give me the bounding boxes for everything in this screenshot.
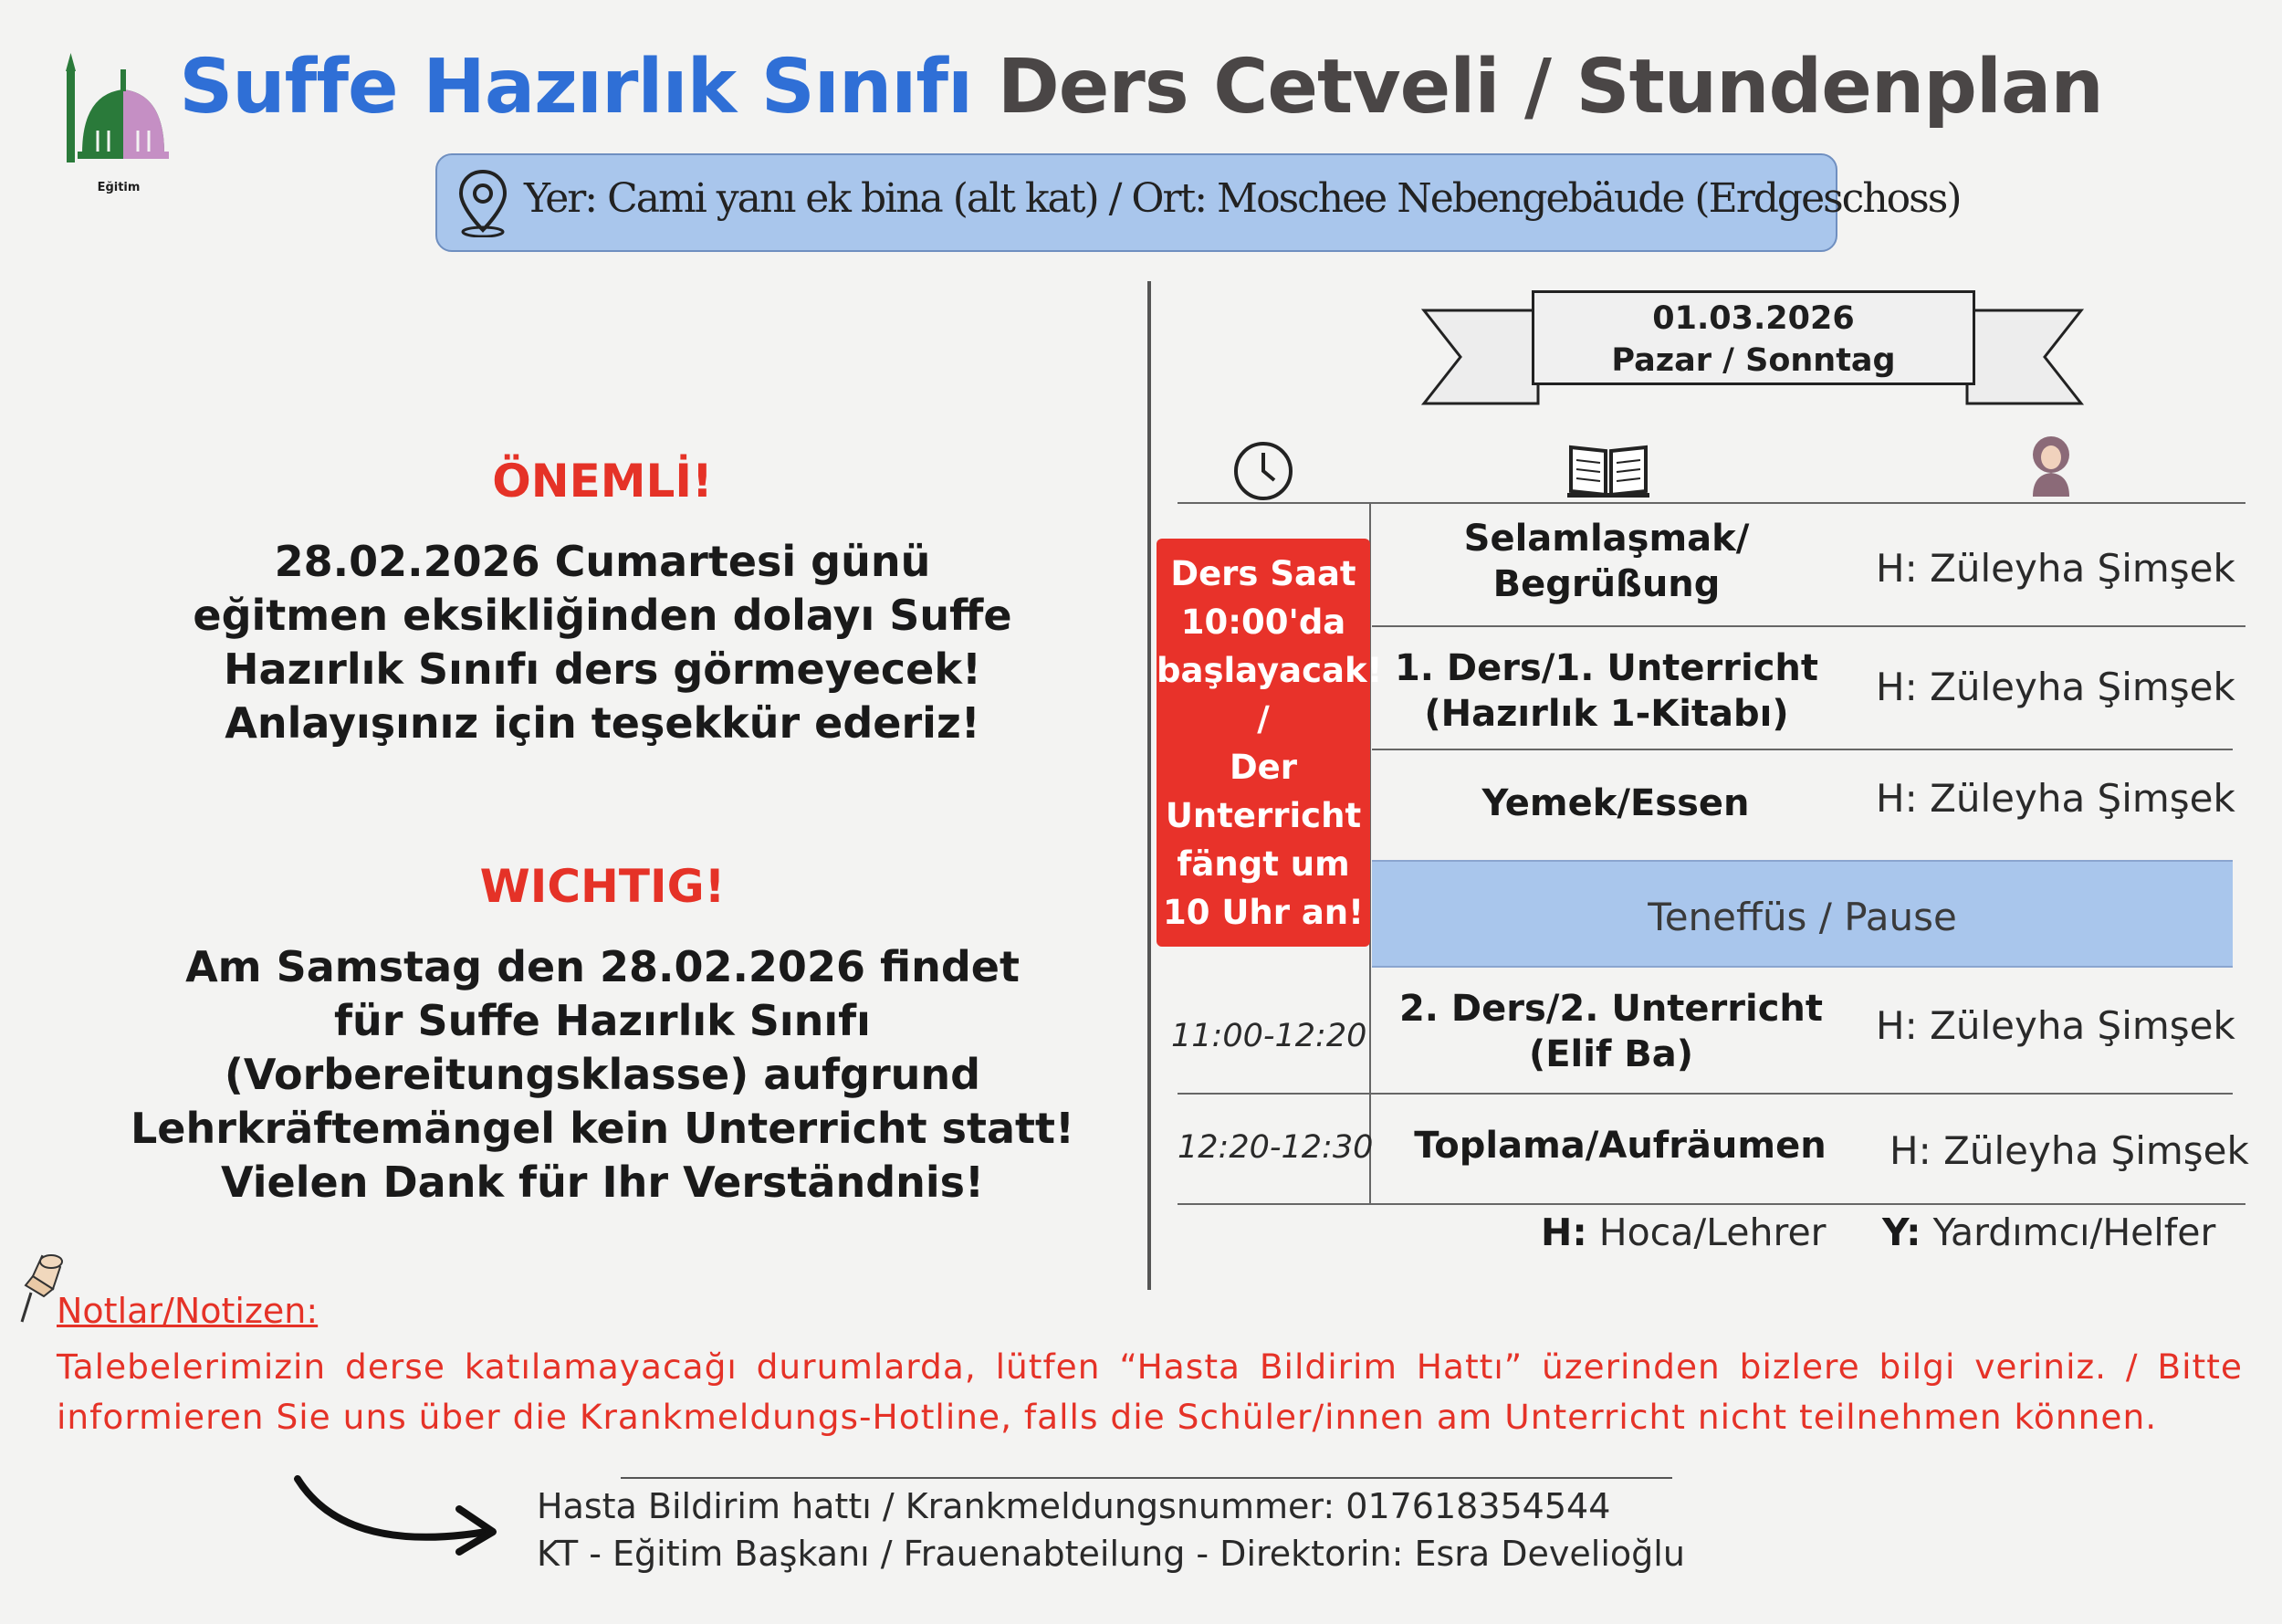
table-line — [1178, 1093, 2233, 1095]
table-row-teacher: H: Züleyha Şimşek — [1876, 546, 2235, 591]
table-row-teacher: H: Züleyha Şimşek — [1876, 665, 2235, 709]
notice-tr-line: eğitmen eksikliğinden dolayı Suffe — [193, 591, 1012, 640]
table-line — [1178, 1203, 2245, 1205]
table-row-teacher: H: Züleyha Şimşek — [1889, 1128, 2249, 1173]
start-notice-line: fängt um — [1177, 844, 1350, 884]
pause-row — [1372, 860, 2233, 968]
table-line — [1372, 749, 2233, 750]
table-line — [1372, 625, 2245, 627]
curved-arrow-icon — [290, 1468, 509, 1568]
divider — [1147, 281, 1151, 1290]
notice-tr-line: Anlayışınız için teşekkür ederiz! — [225, 698, 980, 748]
teacher-icon — [2028, 431, 2074, 500]
location-text: Yer: Cami yanı ek bina (alt kat) / Ort: Moschee Nebengebäude (Erdgeschoss) — [524, 175, 1961, 222]
table-row-subject — [1374, 986, 1848, 1077]
subject-line: 1. Ders/1. Unterricht — [1394, 647, 1819, 689]
table-row-subject — [1374, 516, 1839, 607]
start-time-notice — [1157, 539, 1383, 947]
notice-de-line: Vielen Dank für Ihr Verständnis! — [220, 1158, 985, 1207]
subject-line: (Elif Ba) — [1528, 1033, 1694, 1075]
notes-body: Talebelerimizin derse katılamayacağı durumlarda, lütfen “Hasta Bildirim Hattı” üzerinden bizlere bilgi veriniz. / Bitte informieren Sie uns über die Krankmeldungs-Hotline, falls die Schüler/innen am Unterricht nicht teilnehmen können. — [57, 1346, 2243, 1437]
pause-label: Teneffüs / Pause — [1648, 895, 1957, 939]
notice-de-line: (Vorbereitungsklasse) aufgrund — [224, 1050, 981, 1099]
table-row-subject — [1374, 645, 1839, 737]
table-row-subject: Yemek/Essen — [1481, 782, 1750, 824]
schedule-date: 01.03.2026 — [1652, 300, 1855, 337]
separator-line — [621, 1477, 1672, 1479]
table-row-subject: Toplama/Aufräumen — [1414, 1125, 1827, 1167]
location-bar — [435, 153, 1961, 252]
legend-value: Yardımcı/Helfer — [1932, 1210, 2216, 1254]
start-notice-line: 10 Uhr an! — [1162, 893, 1365, 932]
notice-de-line: Lehrkräftemängel kein Unterricht statt! — [131, 1104, 1074, 1153]
book-icon — [1565, 438, 1651, 500]
notice-de-heading: WICHTIG! — [479, 860, 726, 913]
start-notice-line: başlayacak! — [1157, 651, 1383, 690]
legend-value: Hoca/Lehrer — [1598, 1210, 1827, 1254]
notice-de-text — [55, 940, 1150, 1210]
title-schedule: Ders Cetveli / Stundenplan — [997, 44, 2103, 131]
table-line — [1178, 502, 2245, 504]
notice-tr-heading: ÖNEMLİ! — [492, 455, 713, 508]
hotline-number[interactable]: 017618354544 — [1345, 1486, 1611, 1526]
title-program: Suffe Hazırlık Sınıfı — [179, 44, 973, 131]
legend-helper — [1882, 1210, 2215, 1254]
start-notice-line: Der — [1229, 748, 1298, 787]
clock-icon — [1232, 440, 1294, 502]
notice-de-line: Am Samstag den 28.02.2026 findet — [185, 942, 1020, 991]
logo-caption: Eğitim — [97, 181, 141, 194]
page-title — [0, 44, 2282, 131]
legend-key: Y: — [1882, 1210, 1921, 1254]
legend-teacher — [1541, 1210, 1827, 1254]
notice-de-line: für Suffe Hazırlık Sınıfı — [334, 996, 871, 1045]
director-info: KT - Eğitim Başkanı / Frauenabteilung - Direktorin: Esra Develioğlu — [537, 1534, 1685, 1574]
start-notice-line: Ders Saat — [1170, 554, 1356, 593]
subject-line: (Hazırlık 1-Kitabı) — [1424, 693, 1789, 735]
table-row-time: 12:20-12:30 — [1178, 1129, 1374, 1166]
notes-title: Notlar/Notizen: — [57, 1291, 319, 1331]
table-row-time: 11:00-12:20 — [1171, 1018, 1367, 1054]
hotline-info — [537, 1486, 1610, 1526]
subject-line: Begrüßung — [1492, 563, 1721, 605]
table-row-teacher: H: Züleyha Şimşek — [1876, 776, 2235, 821]
date-banner — [1532, 290, 1975, 385]
notice-tr-line: Hazırlık Sınıfı ders görmeyecek! — [224, 644, 981, 694]
subject-line: Selamlaşmak/ — [1463, 518, 1750, 560]
hotline-label: Hasta Bildirim hattı / Krankmeldungsnummer: — [537, 1486, 1335, 1526]
subject-line: 2. Ders/2. Unterricht — [1398, 988, 1824, 1030]
notice-tr-line: 28.02.2026 Cumartesi günü — [274, 537, 931, 586]
start-notice-line: Unterricht — [1165, 796, 1362, 835]
legend-key: H: — [1541, 1210, 1587, 1254]
start-notice-line: 10:00'da — [1180, 602, 1346, 642]
schedule-day: Pazar / Sonntag — [1611, 342, 1896, 379]
table-row-teacher: H: Züleyha Şimşek — [1876, 1003, 2235, 1048]
notice-tr-text — [55, 535, 1150, 750]
location-pin-icon — [454, 168, 512, 237]
start-notice-line: / — [1257, 699, 1270, 739]
